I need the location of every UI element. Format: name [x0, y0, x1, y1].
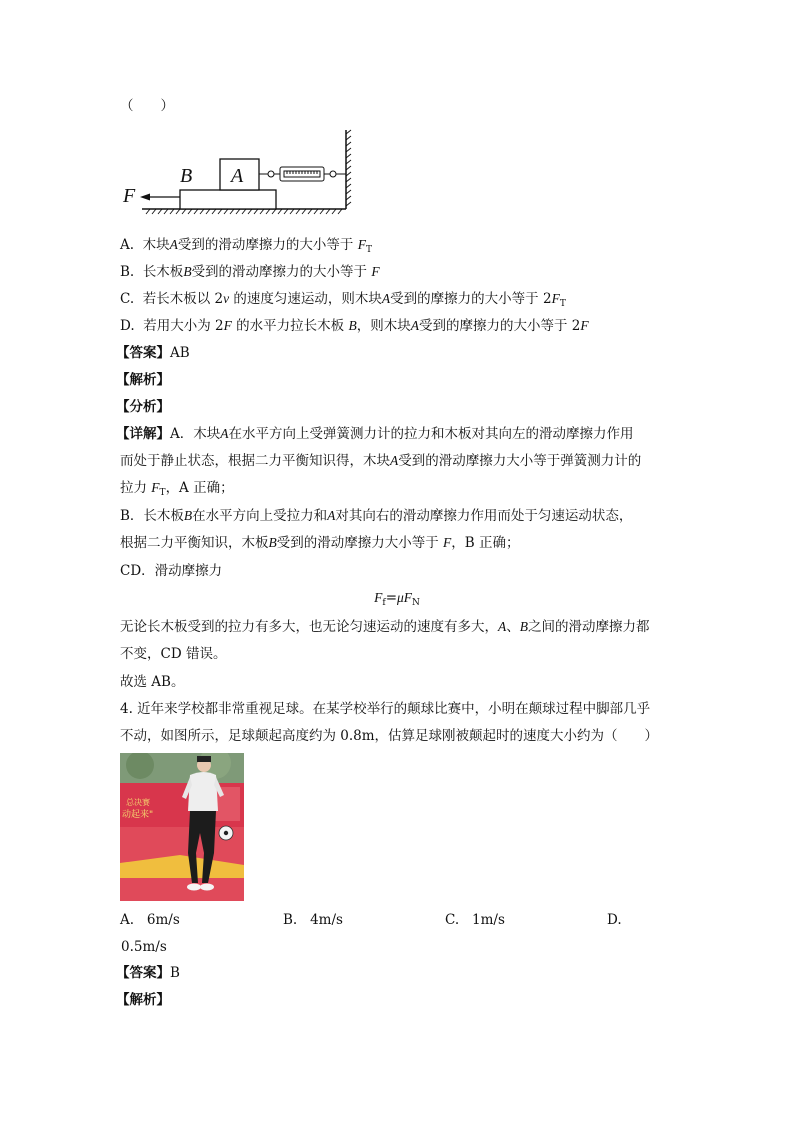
football-photo — [120, 753, 244, 901]
question-bracket: （ ） — [120, 98, 174, 114]
q4-text-line-2: 不动，如图所示，足球颠起高度约为 0.8m，估算足球刚被颠起时的速度大小约为（ ） — [120, 728, 659, 744]
detail-line-7: 无论长木板受到的拉力有多大，也无论匀速运动的速度有多大，A、B之间的滑动摩擦力都 — [120, 619, 650, 635]
svg-text:总决赛: 总决赛 — [126, 798, 150, 807]
option-a: A. 木块A受到的滑动摩擦力的大小等于 $F_T$ — [120, 237, 372, 255]
svg-text:动起来": 动起来" — [122, 810, 154, 820]
q4-answer-line: 【答案】B — [116, 965, 180, 981]
q4-option-d-value: 0.5m/s — [121, 939, 167, 955]
q4-option-b: B. 4m/s — [283, 912, 343, 928]
detail-line-1: 【详解】A．木块A在水平方向上受弹簧测力计的拉力和木板对其向左的滑动摩擦力作用 — [116, 426, 634, 442]
option-d: D. 若用大小为 2F 的水平力拉长木板 B，则木块A受到的摩擦力的大小等于 2F — [120, 318, 589, 334]
detail-line-3: 拉力 $F_T$，A 正确； — [120, 480, 234, 498]
detail-line-4: B．长木板B在水平方向上受拉力和A对其向右的滑动摩擦力作用而处于匀速运动状态， — [120, 508, 633, 524]
option-c: C. 若长木板以 2v 的速度匀速运动，则木块A受到的摩擦力的大小等于 $2F_T$ — [120, 291, 566, 309]
analysis-tag: 【解析】 — [116, 372, 170, 388]
friction-diagram — [118, 128, 358, 218]
q4-text-line-1: 4. 近年来学校都非常重视足球。在某学校举行的颠球比赛中，小明在颠球过程中脚部几乎 — [120, 701, 651, 717]
q4-option-c: C. 1m/s — [445, 912, 505, 928]
force-arrow — [140, 194, 180, 201]
detail-line-2: 而处于静止状态，根据二力平衡知识得，木块A受到的滑动摩擦力大小等于弹簧测力计的 — [120, 453, 642, 469]
detail-line-8: 不变，CD 错误。 — [120, 646, 227, 662]
label-b: B — [180, 165, 193, 187]
answer-line: 【答案】AB — [116, 345, 190, 361]
q4-option-a: A. 6m/s — [120, 912, 180, 928]
label-f: F — [123, 185, 136, 207]
spring-scale — [259, 167, 346, 181]
q4-analysis-tag: 【解析】 — [116, 992, 170, 1008]
board-b — [180, 190, 276, 209]
detail-line-9: 故选 AB。 — [120, 674, 185, 690]
q4-option-d-letter: D. — [607, 912, 622, 928]
label-a: A — [231, 165, 244, 187]
fenxi-tag: 【分析】 — [116, 399, 170, 415]
option-b: B. 长木板B受到的滑动摩擦力的大小等于 F — [120, 264, 380, 280]
friction-formula: $F_f=\mu F_N$ — [374, 590, 420, 608]
detail-line-5: 根据二力平衡知识，木板B受到的滑动摩擦力大小等于 F，B 正确； — [120, 535, 520, 551]
detail-line-6: CD．滑动摩擦力 — [120, 563, 223, 579]
